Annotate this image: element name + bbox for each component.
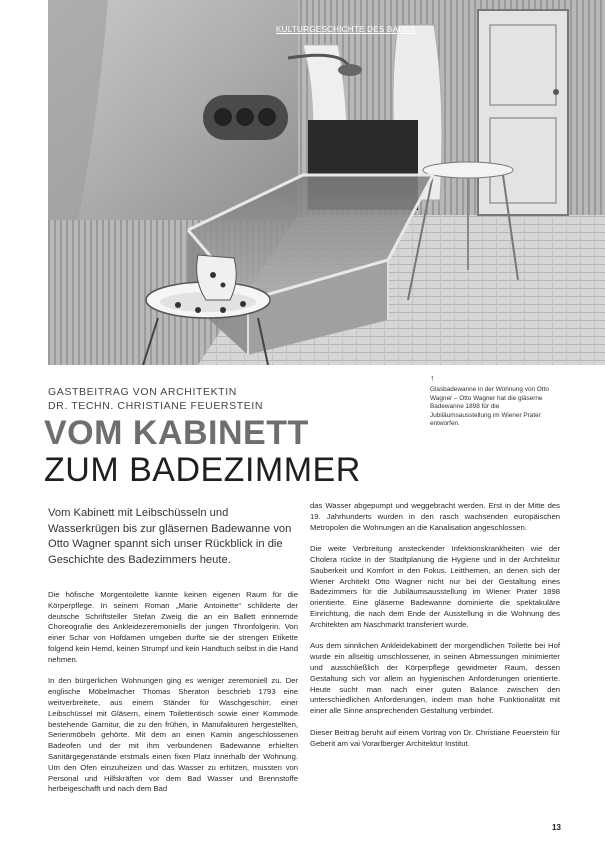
headline-line-1: VOM KABINETT: [44, 414, 309, 452]
door-icon: [478, 10, 568, 215]
headline-line-2: ZUM BADEZIMMER: [44, 451, 361, 489]
photo-caption: Glasbadewanne in der Wohnung von Otto Wagner – Otto Wagner hat die gläserne Badewanne 1898 für die Jubiläumsausstellung im Wiener Prater entworfen.: [430, 386, 549, 427]
body-column-left: [48, 590, 298, 806]
paragraph: Die höfische Morgentoilette kannte keinen eigenen Raum für die Körperpflege. In seinem Roman „Marie Antoinette“ schilderte der deutsche Schriftsteller Stefan Zweig die an ein Ballett erinnernde Choreografie des Ankleidezeremoniells der jungen Thronfolgerin. Von einer Schar von Hofdamen umgeben durfte sie der strengen Etikette folgend kein Hemd, keinen Strumpf und kein Handtuch selbst in die Hand nehmen.: [48, 590, 298, 664]
caption-arrow-icon: ↑: [430, 373, 435, 383]
author-kicker: [48, 385, 263, 413]
lead-paragraph: Vom Kabinett mit Leibschüsseln und Wasserkrügen bis zur gläsernen Badewanne von Otto Wagner spannt sich unser Rückblick in die Geschichte des Badezimmers heute.: [48, 507, 292, 566]
bathroom-photo-illustration: [48, 0, 605, 365]
paragraph: Dieser Beitrag beruht auf einem Vortrag von Dr. Christiane Feuerstein für Geberit am vai Vorarlberger Architektur Institut.: [310, 727, 560, 748]
section-label: KULTURGESCHICHTE DES BADES: [276, 25, 416, 34]
kicker-line-1: GASTBEITRAG VON ARCHITEKTIN: [48, 386, 237, 398]
hero-photo: [48, 0, 605, 365]
body-column-right: [310, 501, 560, 760]
paragraph: In den bürgerlichen Wohnungen ging es weniger zeremoniell zu. Der englische Möbelmacher Thomas Sheraton beschrieb 1793 eine weitverbreitete, aus einem Ständer für Waschgeschirr, einer Leibschüssel mit Gläsern, einem Toilettentisch sowie einer Kommode bestehende Garnitur, die zu den frühen, in Manufakturen hergestellten, Serienmöbeln gehörte. Mit dem an einen Kamin angeschlossenen Badeofen und der mit ihm verbundenen Badewanne erhielten Sanitärgegenstände erstmals einen fixen Platz innerhalb der Wohnung. Um den Ofen einzuheizen und das Wasser zu erhitzen, mussten von Personal und Hilfskräften vor dem Bad Wasser und Brennstoffe herbeigeschafft und nach dem Bad: [48, 676, 298, 794]
page-number: 13: [552, 823, 561, 832]
paragraph: Die weite Verbreitung ansteckender Infektionskrankheiten wie der Cholera rückte in der Stadtplanung die Hygiene und in der Architektur Sauberkeit und Komfort in den Fokus. Leitthemen, an denen sich der Wiener Architekt Otto Wagner nicht nur bei der Gestaltung eines Badezimmers für die Jubiläumsausstellung im Wiener Prater 1898 orientierte. Eine gläserne Badewanne dominierte die spektakuläre Einrichtung, die nach dem Ende der Ausstellung in die Wohnung des Architekten am Naschmarkt transferiert wurde.: [310, 544, 560, 629]
paragraph: Aus dem sinnlichen Ankleidekabinett der morgendlichen Toilette bei Hof wurde ein allseitig umschlossener, in seinen Abmessungen minimierter und ausschließlich der Körperpflege gewidmeter Raum, dessen Gestaltung sich vor allem an hygienischen Anforderungen orientierte. Heute sucht man nach einer guten Balance zwischen den unterschiedlichen Anforderungen, indem man hohe Funktionalität mit einer alle Sinne ansprechenden Gestaltung verbindet.: [310, 641, 560, 716]
kicker-line-2: DR. TECHN. CHRISTIANE FEUERSTEIN: [48, 400, 264, 412]
paragraph: das Wasser abgepumpt und weggebracht werden. Erst in der Mitte des 19. Jahrhunderts wurden in den rasch wachsenden europäischen Metropolen die Wohnungen an die Kanalisation angeschlossen.: [310, 501, 560, 532]
